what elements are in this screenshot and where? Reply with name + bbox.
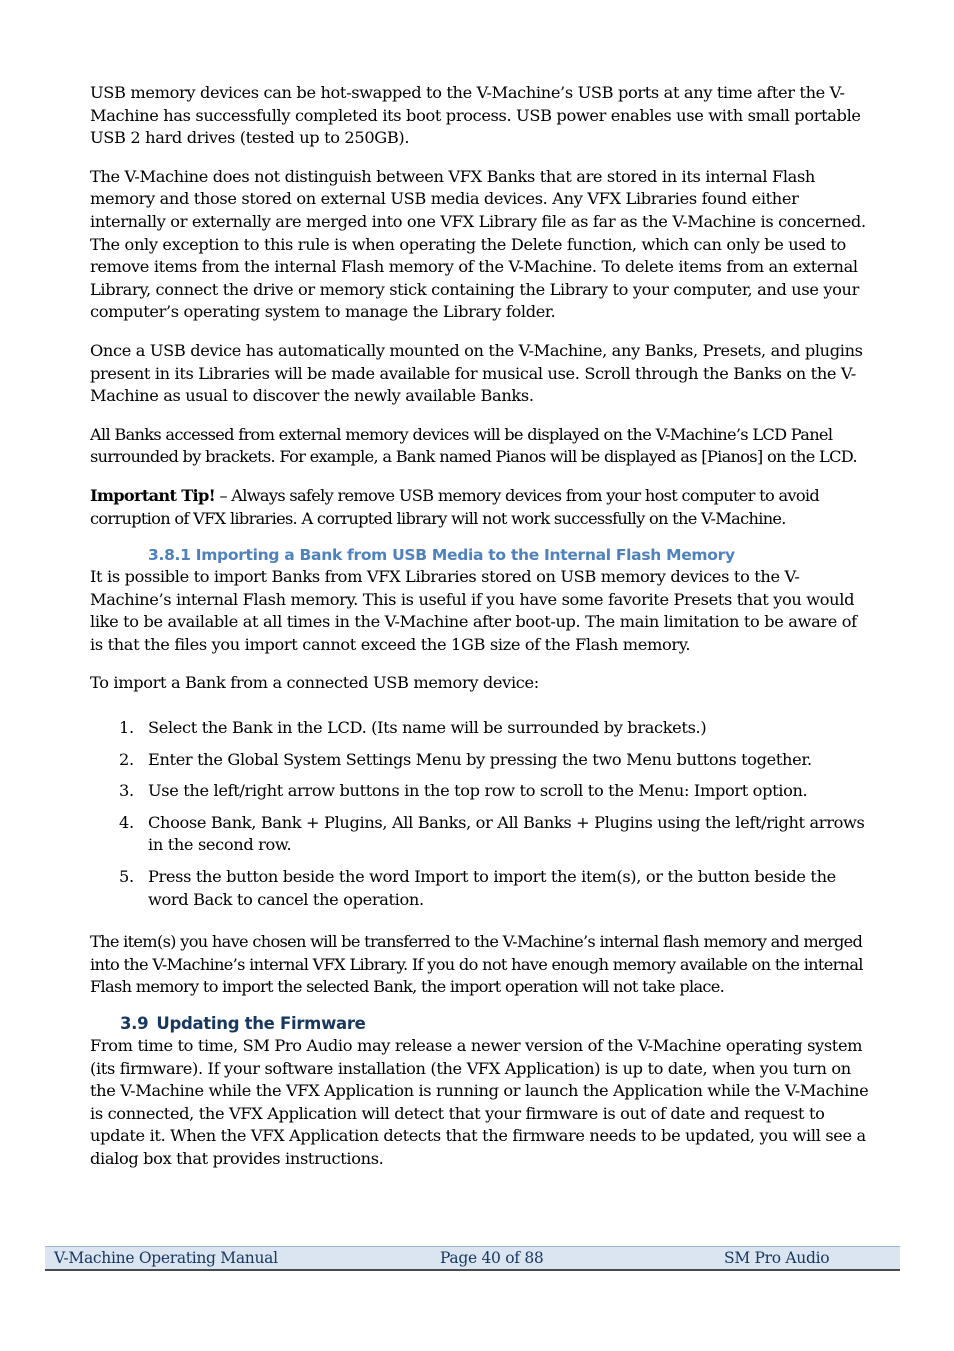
step-text: Enter the Global System Settings Menu by pressing the two Menu buttons together.: [148, 749, 812, 769]
step-number: 5.: [119, 867, 134, 887]
heading-3-9: [120, 1013, 872, 1035]
step-text: Use the left/right arrow buttons in the top row to scroll to the Menu: Import option.: [148, 781, 808, 801]
import-steps-list: [90, 717, 872, 911]
tip-label: Important Tip!: [90, 485, 216, 505]
paragraph-library-merge: The V-Machine does not distinguish between VFX Banks that are stored in its internal Flash memory and those stored on external USB media devices. Any VFX Libraries found either internally or externally are merged into one VFX Library file as far as the V-Machine is concerned. The only exception to this rule is when operating the Delete function, which can only be used to remove items from the internal Flash memory of the V-Machine. To delete items from an external Library, connect the drive or memory stick containing the Library to your computer, and use your computer’s operating system to manage the Library folder.: [90, 166, 866, 322]
page-footer: [45, 1246, 900, 1271]
step-number: 1.: [119, 718, 134, 738]
footer-company: SM Pro Audio: [724, 1249, 830, 1267]
tip-text: – Always safely remove USB memory devices from your host computer to avoid corruption of VFX libraries. A corrupted library will not work successfully on the V-Machine.: [90, 485, 820, 528]
heading-title: Updating the Firmware: [156, 1014, 366, 1033]
paragraph-hot-swap: USB memory devices can be hot-swapped to the V-Machine’s USB ports at any time after the V-Machine has successfully completed its boot process. USB power enables use with small portable USB 2 hard drives (tested up to 250GB).: [90, 83, 861, 148]
document-body: [90, 82, 872, 1187]
step-number: 3.: [119, 781, 134, 801]
footer-page-number: Page 40 of 88: [440, 1249, 544, 1267]
heading-number: 3.9: [120, 1014, 149, 1033]
step-text: Select the Bank in the LCD. (Its name will be surrounded by brackets.): [148, 718, 707, 738]
important-tip: [90, 485, 872, 530]
paragraph-firmware: From time to time, SM Pro Audio may release a newer version of the V-Machine operating system (its firmware). If your software installation (the VFX Application) is up to date, when you turn on the V-Machine while the VFX Application is running or launch the Application while the V-Machine is connected, the VFX Application will detect that your firmware is out of date and request to update it. When the VFX Application detects that the firmware needs to be updated, you will see a dialog box that provides instructions.: [90, 1036, 869, 1168]
list-item: [90, 866, 872, 911]
paragraph-import-lead: To import a Bank from a connected USB memory device:: [90, 673, 539, 693]
paragraph-import-intro: It is possible to import Banks from VFX Libraries stored on USB memory devices to the V-Machine’s internal Flash memory. This is useful if you have some favorite Presets that you would like to be available at all times in the V-Machine after boot-up. The main limitation to be aware of is that the files you import cannot exceed the 1GB size of the Flash memory.: [90, 567, 857, 654]
paragraph-brackets: All Banks accessed from external memory devices will be displayed on the V-Machine’s LCD Panel surrounded by brackets. For example, a Bank named Pianos will be displayed as [Pianos] on the LCD.: [90, 424, 857, 467]
paragraph-import-outro: The item(s) you have chosen will be transferred to the V-Machine’s internal flash memory and merged into the V-Machine’s internal VFX Library. If you do not have enough memory available on the internal Flash memory to import the selected Bank, the import operation will not take place.: [90, 932, 863, 997]
list-item: [90, 812, 872, 857]
heading-3-8-1: 3.8.1 Importing a Bank from USB Media to the Internal Flash Memory: [148, 546, 735, 565]
list-item: [90, 717, 872, 740]
footer-manual-title: V-Machine Operating Manual: [54, 1249, 278, 1267]
list-item: [90, 749, 872, 772]
step-number: 2.: [119, 749, 134, 769]
step-number: 4.: [119, 812, 134, 832]
step-text: Choose Bank, Bank + Plugins, All Banks, or All Banks + Plugins using the left/right arrows in the second row.: [148, 812, 865, 855]
paragraph-usb-mount: Once a USB device has automatically mounted on the V-Machine, any Banks, Presets, and plugins present in its Libraries will be made available for musical use. Scroll through the Banks on the V-Machine as usual to discover the newly available Banks.: [90, 340, 863, 406]
list-item: [90, 780, 872, 803]
step-text: Press the button beside the word Import to import the item(s), or the button beside the word Back to cancel the operation.: [148, 867, 836, 909]
